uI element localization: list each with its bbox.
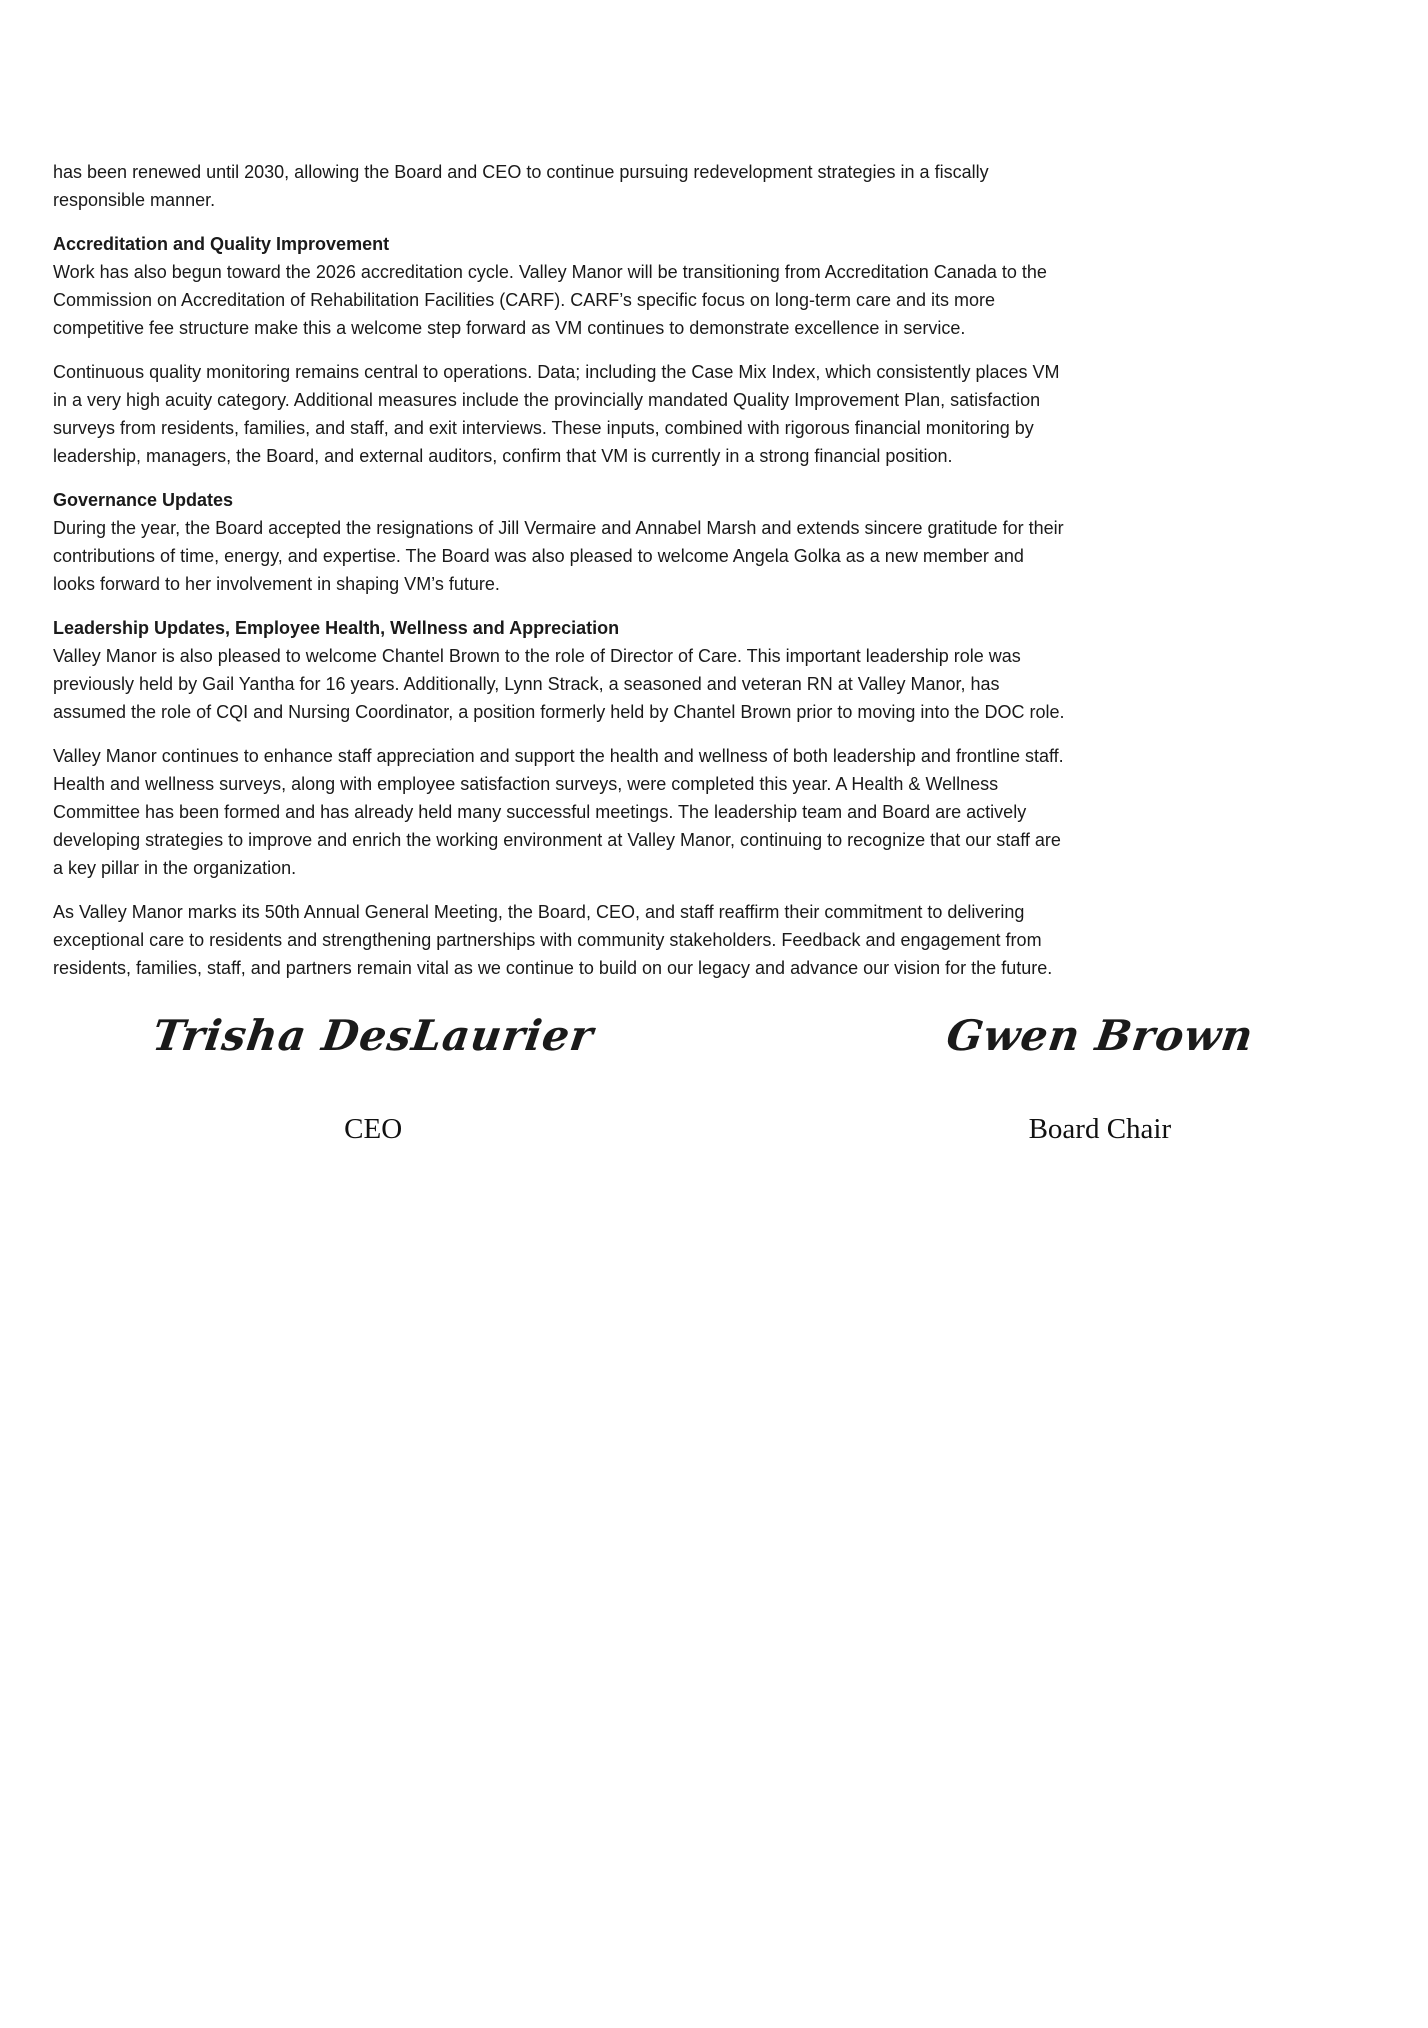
document-body [53,158,1068,982]
ceo-signature: Trisha DesLaurier [149,1011,597,1060]
paragraph-accreditation-cycle: Work has also begun toward the 2026 accreditation cycle. Valley Manor will be transitioning from Accreditation Canada to the Commission on Accreditation of Rehabilitation Facilities (CARF). CARF’s specific focus on long-term care and its more competitive fee structure make this a welcome step forward as VM continues to demonstrate excellence in service. [53,262,1047,338]
paragraph-lease-renewal: has been renewed until 2030, allowing the Board and CEO to continue pursuing redevelopment strategies in a fiscally responsible manner. [53,162,989,210]
signature-left [149,1010,597,1146]
signature-right [943,1010,1257,1146]
paragraph-closing: As Valley Manor marks its 50th Annual General Meeting, the Board, CEO, and staff reaffirm their commitment to delivering exceptional care to residents and strengthening partnerships with community stakeholders. Feedback and engagement from residents, families, staff, and partners remain vital as we continue to build on our legacy and advance our vision for the future. [53,902,1053,978]
ceo-title: CEO [344,1113,403,1145]
paragraph-leadership-changes: Valley Manor is also pleased to welcome Chantel Brown to the role of Director of Care. This important leadership role was previously held by Gail Yantha for 16 years. Additionally, Lynn Strack, a seasoned and veteran RN at Valley Manor, has assumed the role of CQI and Nursing Coordinator, a position formerly held by Chantel Brown prior to moving into the DOC role. [53,646,1065,722]
signature-block [53,1010,1257,1146]
heading-accreditation-quality: Accreditation and Quality Improvement [53,234,390,254]
heading-leadership-updates: Leadership Updates, Employee Health, Wellness and Appreciation [53,618,620,638]
board-chair-title: Board Chair [1028,1113,1172,1145]
paragraph-staff-appreciation: Valley Manor continues to enhance staff appreciation and support the health and wellness of both leadership and frontline staff. Health and wellness surveys, along with employee satisfaction surveys, were completed this year. A Health & Wellness Committee has been formed and has already held many successful meetings. The leadership team and Board are actively developing strategies to improve and enrich the working environment at Valley Manor, continuing to recognize that our staff are a key pillar in the organization. [53,746,1064,878]
heading-governance-updates: Governance Updates [53,490,234,510]
paragraph-governance: During the year, the Board accepted the resignations of Jill Vermaire and Annabel Marsh and extends sincere gratitude for their contributions of time, energy, and expertise. The Board was also pleased to welcome Angela Golka as a new member and looks forward to her involvement in shaping VM’s future. [53,518,1064,594]
paragraph-quality-monitoring: Continuous quality monitoring remains central to operations. Data; including the Case Mix Index, which consistently places VM in a very high acuity category. Additional measures include the provincially mandated Quality Improvement Plan, satisfaction surveys from residents, families, and staff, and exit interviews. These inputs, combined with rigorous financial monitoring by leadership, managers, the Board, and external auditors, confirm that VM is currently in a strong financial position. [53,362,1060,466]
board-chair-signature: Gwen Brown [943,1011,1257,1060]
